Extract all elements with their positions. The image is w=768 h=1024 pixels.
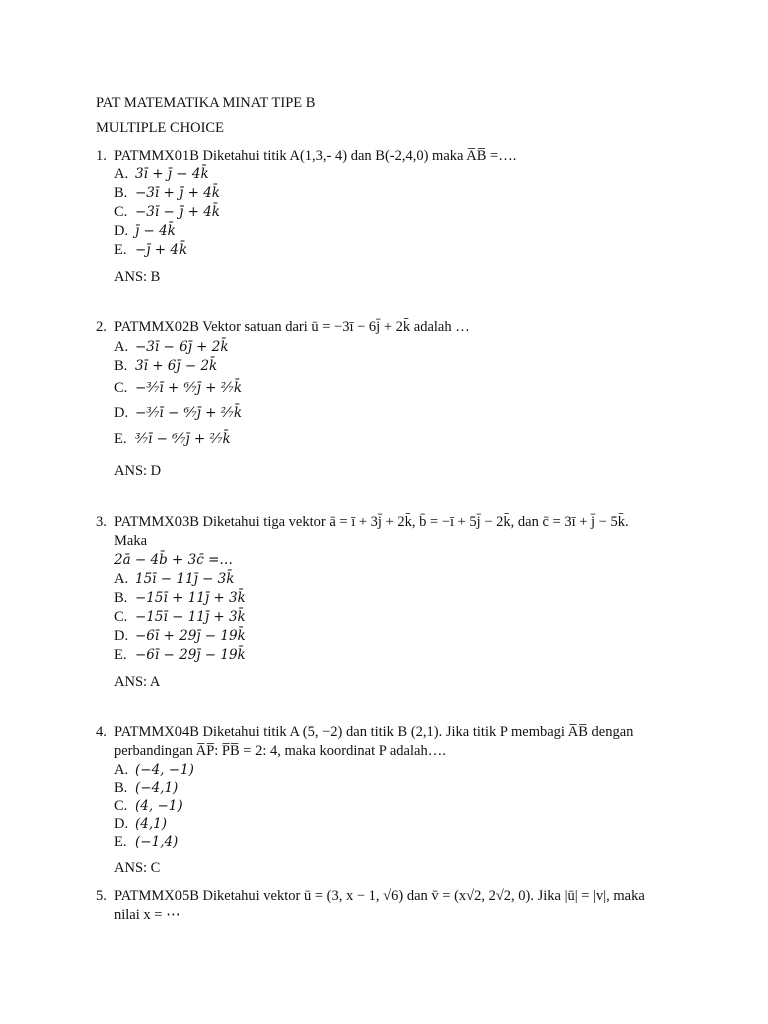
- option-c: C. (4, −1): [114, 798, 183, 814]
- question-number: 4.: [96, 724, 107, 740]
- question-text: PATMMX03B Diketahui tiga vektor ā = ī + 3j̄ + 2k̄, b̄ = −ī + 5j̄ − 2k̄, dan c̄ = 3ī + j̄ − 5k̄.: [114, 514, 629, 530]
- option-b: B. 3ī + 6j̄ − 2k̄: [114, 358, 218, 374]
- option-c: C. −³⁄₇ī + ⁶⁄₇j̄ + ²⁄₇k̄: [114, 380, 243, 396]
- question-number: 1.: [96, 148, 107, 164]
- answer-key: ANS: C: [114, 860, 161, 876]
- option-d: D. −³⁄₇ī − ⁶⁄₇j̄ + ²⁄₇k̄: [114, 405, 243, 421]
- option-b: B. (−4,1): [114, 780, 179, 796]
- option-e: E. −6ī − 29j̄ − 19k̄: [114, 647, 246, 663]
- document-title: PAT MATEMATIKA MINAT TIPE B: [96, 95, 316, 111]
- option-e: E. ³⁄₇ī − ⁶⁄₇j̄ + ²⁄₇k̄: [114, 431, 231, 447]
- option-c: C. −15ī − 11j̄ + 3k̄: [114, 609, 246, 625]
- question-text: PATMMX01B Diketahui titik A(1,3,- 4) dan B(-2,4,0) maka A̅B̅ =….: [114, 148, 517, 164]
- option-d: D. (4,1): [114, 816, 168, 832]
- question-text: PATMMX04B Diketahui titik A (5, −2) dan titik B (2,1). Jika titik P membagi A̅B̅ dengan: [114, 724, 634, 740]
- option-e: E. (−1,4): [114, 834, 179, 850]
- question-number: 2.: [96, 319, 107, 335]
- question-text-cont: Maka: [114, 533, 148, 549]
- question-text: PATMMX02B Vektor satuan dari ū = −3ī − 6j̄ + 2k̄ adalah …: [114, 319, 470, 335]
- option-c: C. −3ī − j̄ + 4k̄: [114, 204, 220, 220]
- option-a: A. −3ī − 6j̄ + 2k̄: [114, 339, 229, 355]
- answer-key: ANS: D: [114, 463, 162, 479]
- option-d: D. j̄ − 4k̄: [114, 223, 176, 239]
- question-expression: 2ā − 4b̄ + 3c̄ =…: [114, 552, 233, 568]
- question-text-cont: perbandingan A̅P̅: P̅B̅ = 2: 4, maka koordinat P adalah….: [114, 743, 446, 759]
- question-text-cont: nilai x = ⋯: [114, 907, 181, 923]
- question-number: 5.: [96, 888, 107, 904]
- question-number: 3.: [96, 514, 107, 530]
- option-a: A. (−4, −1): [114, 762, 194, 778]
- option-b: B. −15ī + 11j̄ + 3k̄: [114, 590, 246, 606]
- section-heading: MULTIPLE CHOICE: [96, 120, 224, 136]
- answer-key: ANS: B: [114, 269, 161, 285]
- option-e: E. −j̄ + 4k̄: [114, 242, 188, 258]
- option-a: A. 15ī − 11j̄ − 3k̄: [114, 571, 235, 587]
- option-b: B. −3ī + j̄ + 4k̄: [114, 185, 220, 201]
- question-text: PATMMX05B Diketahui vektor ū = (3, x − 1, √6) dan v̄ = (x√2, 2√2, 0). Jika |ū| = |v|, maka: [114, 888, 645, 904]
- answer-key: ANS: A: [114, 674, 161, 690]
- option-d: D. −6ī + 29j̄ − 19k̄: [114, 628, 246, 644]
- option-a: A. 3ī + j̄ − 4k̄: [114, 166, 209, 182]
